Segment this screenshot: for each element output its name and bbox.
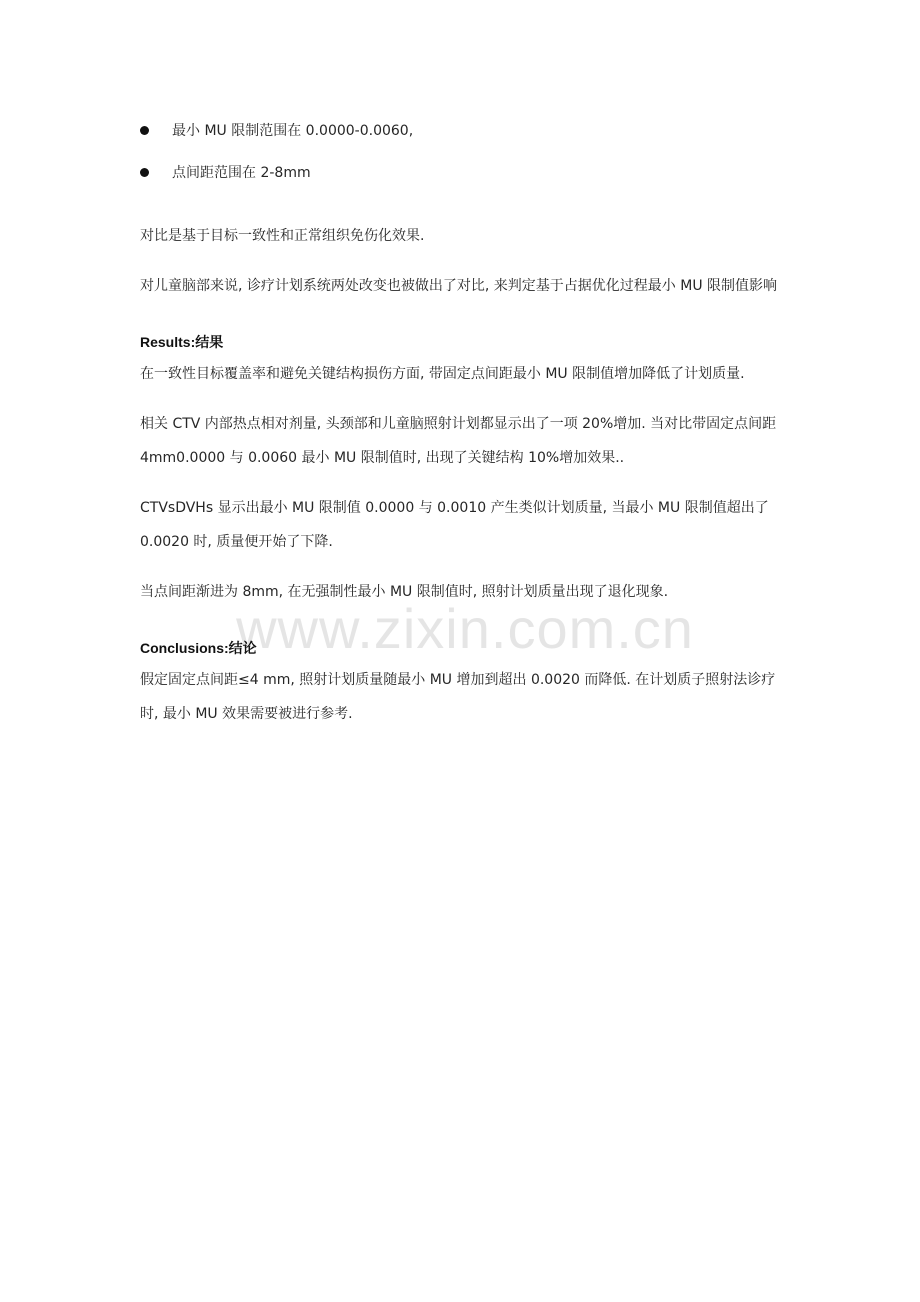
paragraph: CTVsDVHs 显示出最小 MU 限制值 0.0000 与 0.0010 产生类似计划质量, 当最小 MU 限制值超出了 0.0020 时, 质量便开始了下降.: [140, 500, 769, 550]
bullet-text: 点间距范围在 2-8mm: [172, 165, 311, 181]
results-heading: Results:结果: [140, 334, 224, 350]
document-body: [140, 118, 790, 731]
paragraph: 当点间距渐进为 8mm, 在无强制性最小 MU 限制值时, 照射计划质量出现了退化现象.: [140, 584, 669, 600]
paragraph: 对儿童脑部来说, 诊疗计划系统两处改变也被做出了对比, 来判定基于占据优化过程最小 MU 限制值影响: [140, 278, 778, 294]
paragraph: 相关 CTV 内部热点相对剂量, 头颈部和儿童脑照射计划都显示出了一项 20%增加. 当对比带固定点间距 4mm0.0000 与 0.0060 最小 MU 限制值时, 出现了关键结构 10%增加效果..: [140, 416, 777, 466]
list-item: [140, 160, 790, 202]
paragraph: 假定固定点间距≤4 mm, 照射计划质量随最小 MU 增加到超出 0.0020 而降低. 在计划质子照射法诊疗时, 最小 MU 效果需要被进行参考.: [140, 672, 776, 722]
list-item: [140, 118, 790, 160]
conclusions-heading: Conclusions:结论: [140, 640, 257, 656]
bullet-list: [140, 118, 790, 202]
paragraph: 在一致性目标覆盖率和避免关键结构损伤方面, 带固定点间距最小 MU 限制值增加降低了计划质量.: [140, 366, 745, 382]
bullet-dot-icon: [140, 168, 149, 177]
bullet-dot-icon: [140, 126, 149, 135]
bullet-text: 最小 MU 限制范围在 0.0000-0.0060,: [172, 123, 414, 139]
paragraph: 对比是基于目标一致性和正常组织免伤化效果.: [140, 228, 425, 244]
watermark: www.zixin.com.cn: [236, 597, 694, 660]
